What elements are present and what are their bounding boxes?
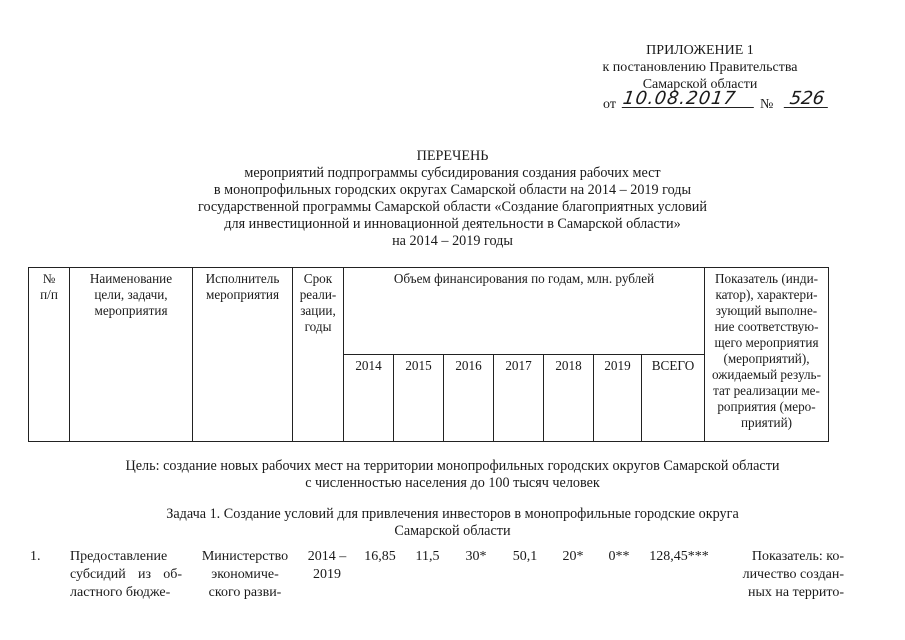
appendix-title: ПРИЛОЖЕНИЕ 1 (646, 43, 754, 58)
title-line-5: на 2014 – 2019 годы (392, 233, 513, 249)
date-prefix: от (603, 97, 616, 112)
row-indicator: Показатель: ко- личество создан- ных на террито- (742, 549, 844, 600)
title-line-2: в монопрофильных городских округах Самарской области на 2014 – 2019 годы (213, 182, 692, 198)
header-term: Срок реали- зации, годы (293, 268, 344, 442)
appendix-region: Самарской области (642, 77, 758, 92)
handwritten-number: 526 (784, 90, 831, 108)
header-name: Наименование цели, задачи, мероприятия (70, 268, 193, 442)
row-executor: Министерство экономиче- ского разви- (201, 549, 289, 600)
task-line-1: Задача 1. Создание условий для привлечения инвесторов в монопрофильные городские округа (166, 506, 739, 522)
row-num: 1. (30, 549, 41, 564)
title-line-3: государственной программы Самарской области «Создание благоприятных условий (198, 199, 707, 215)
row-name: Предоставление субсидий из об- ластного бюдже- (70, 549, 182, 600)
header-year-2018: 2018 (544, 355, 594, 442)
goal-text (0, 458, 905, 492)
row-term: 2014 – 2019 (307, 549, 347, 582)
row-value-total: 128,45*** (649, 549, 709, 564)
header-num: № п/п (29, 268, 70, 442)
header-executor: Исполнитель мероприятия (193, 268, 293, 442)
header-year-2014: 2014 (344, 355, 394, 442)
header-year-2015: 2015 (394, 355, 444, 442)
header-year-2017: 2017 (494, 355, 544, 442)
row-value-2018: 20* (562, 549, 584, 564)
header-total: ВСЕГО (642, 355, 705, 442)
goal-line-2: с численностью населения до 100 тысяч человек (305, 475, 600, 491)
title-line-4: для инвестиционной и инновационной деятельности в Самарской области» (224, 216, 681, 232)
row-value-2016: 30* (465, 549, 487, 564)
handwritten-date: 10.08.2017 (622, 90, 757, 108)
header-year-2016: 2016 (444, 355, 494, 442)
row-value-2014: 16,85 (364, 549, 396, 564)
measures-table-header (28, 267, 829, 442)
task-text (0, 506, 905, 540)
header-indicator: Показатель (инди- катор), характери- зующий выполне- ние соответствую- щего мероприятия (мероприятий), ожидаемый резуль- тат реализации ме- роприятия (меро- приятий) (705, 268, 829, 442)
header-funding: Объем финансирования по годам, млн. рублей (344, 268, 705, 355)
appendix-resolution: к постановлению Правительства (602, 60, 798, 75)
header-year-2019: 2019 (594, 355, 642, 442)
appendix-dateline (560, 88, 840, 113)
document-title (0, 148, 905, 250)
task-line-2: Самарской области (394, 523, 511, 539)
goal-line-1: Цель: создание новых рабочих мест на территории монопрофильных городских округов Самарской области (125, 458, 780, 474)
appendix-block (560, 42, 840, 113)
title-heading: ПЕРЕЧЕНЬ (416, 148, 489, 164)
number-sign: № (760, 97, 774, 112)
row-value-2015: 11,5 (415, 549, 440, 564)
title-line-1: мероприятий подпрограммы субсидирования создания рабочих мест (244, 165, 661, 181)
row-value-2019: 0** (608, 549, 630, 564)
row-value-2017: 50,1 (512, 549, 538, 564)
